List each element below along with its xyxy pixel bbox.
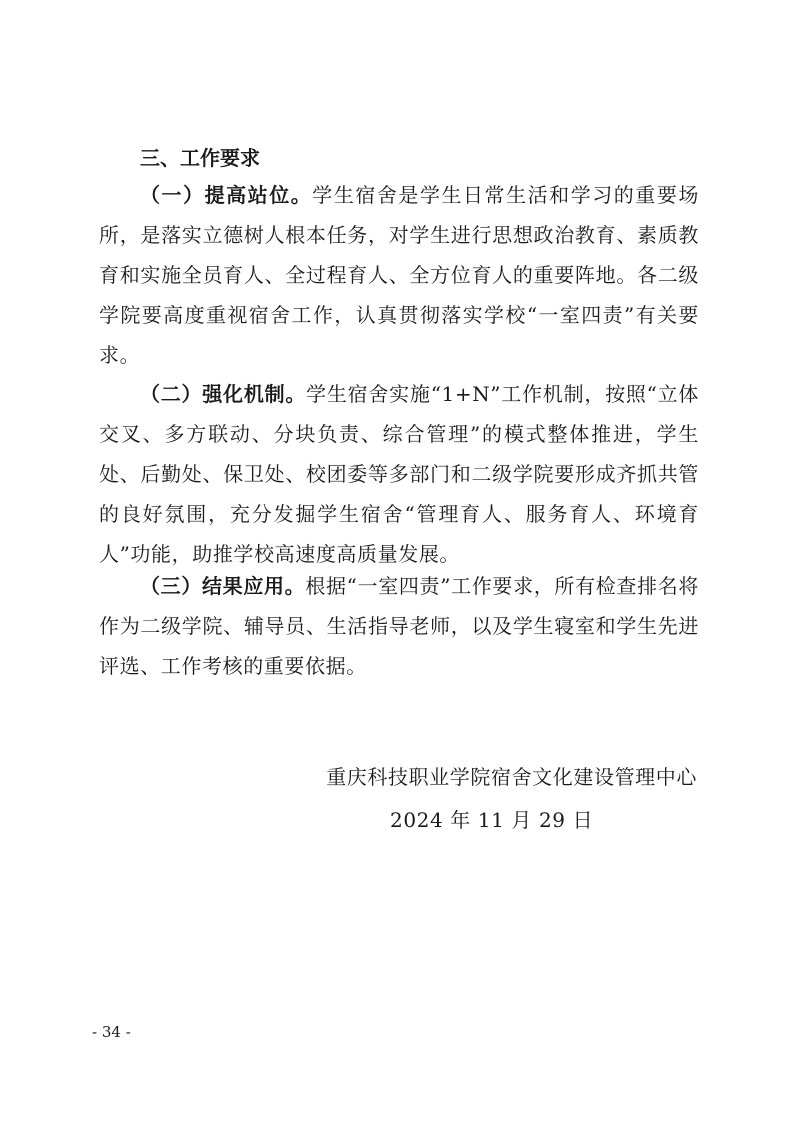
paragraph-raise-standing	[99, 175, 699, 375]
paragraph-lead: （一）提高站位。	[140, 183, 313, 207]
paragraph-strengthen-mechanism	[99, 374, 699, 574]
paragraph-lead: （二）强化机制。	[140, 382, 307, 406]
paragraph-body: 根据“一室四责”工作要求，所有检查排名将作为二级学院、辅导员、生活指导老师，以及学生寝室和学生先进评选、工作考核的重要依据。	[99, 574, 699, 678]
page-number: - 34 -	[92, 1023, 131, 1041]
section-heading: 三、工作要求	[140, 146, 260, 170]
paragraph-body: 学生宿舍实施“1+N”工作机制，按照“立体交叉、多方联动、分块负责、综合管理”的模式整体推进，学生处、后勤处、保卫处、校团委等多部门和二级学院要形成齐抓共管的良好氛围，充分发掘学生宿舍“管理育人、服务育人、环境育人”功能，助推学校高速度高质量发展。	[99, 382, 699, 566]
paragraph-lead: （三）结果应用。	[140, 574, 306, 598]
paragraph-body: 学生宿舍是学生日常生活和学习的重要场所，是落实立德树人根本任务，对学生进行思想政治教育、素质教育和实施全员育人、全过程育人、全方位育人的重要阵地。各二级学院要高度重视宿舍工作，认真贯彻落实学校“一室四责”有关要求。	[99, 183, 699, 367]
signature-date: 2024 年 11 月 29 日	[390, 808, 594, 832]
paragraph-result-application	[99, 566, 699, 686]
signature-organization: 重庆科技职业学院宿舍文化建设管理中心	[326, 765, 697, 789]
